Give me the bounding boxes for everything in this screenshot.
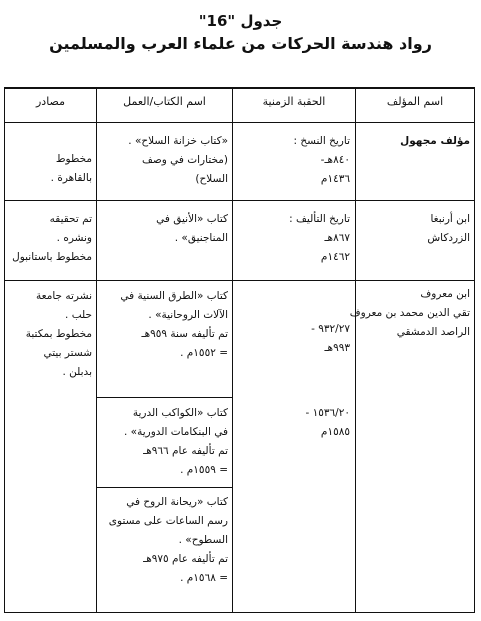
row2-sources: تم تحقيقه ونشره . مخطوط باستانبول <box>12 213 92 263</box>
header-sources: مصادر <box>36 95 65 108</box>
row1-sources: مخطوط بالقاهرة . <box>50 153 92 184</box>
table-title: رواد هندسة الحركات من علماء العرب والمسلمين <box>49 34 432 53</box>
column-divider-period <box>355 87 356 613</box>
row2-work: كتاب «الأنيق في المناجنيق» . <box>156 213 228 244</box>
row1-divider <box>4 200 475 201</box>
header-work: اسم الكتاب/العمل <box>123 95 206 108</box>
row2-period: تاريخ التأليف : ٨٦٧هـ ١٤٦٢م <box>289 213 350 263</box>
table-bottom-border <box>4 612 475 613</box>
row3-author: ابن معروف تقي الدين محمد بن معروف الراصد الدمشقي <box>349 288 470 338</box>
table-left-border <box>4 87 5 613</box>
header-period: الحقبة الزمنية <box>262 95 326 108</box>
row1-author: مؤلف مجهول <box>400 135 470 147</box>
work-divider-1 <box>96 397 232 398</box>
row2-divider <box>4 280 475 281</box>
row3-work-3: كتاب «ريحانة الروح في رسم الساعات على مستوى السطوح» . تم تأليفه عام ٩٧٥هـ = ١٥٦٨م . <box>108 496 228 584</box>
row1-period: تاريخ النسخ : ٨٤٠هـ- ١٤٣٦م <box>293 135 350 185</box>
row3-period: ٩٣٢/٢٧ - ٩٩٣هـ <box>311 323 350 354</box>
header-author: اسم المؤلف <box>386 95 444 108</box>
table-number: جدول "16" <box>198 12 283 30</box>
row3-work-1: كتاب «الطرق السنية في الآلات الروحانية» . تم تأليفه سنة ٩٥٩هـ = ١٥٥٢م . <box>120 290 228 359</box>
row3-period-2: ١٥٣٦/٢٠ - ١٥٨٥م <box>305 407 350 438</box>
table-right-border <box>474 87 475 613</box>
header-divider <box>4 122 475 123</box>
table-top-border <box>4 87 475 89</box>
column-divider-sources <box>96 87 97 613</box>
row2-author: ابن أرنبغا الزردكاش <box>427 213 470 244</box>
column-divider-work <box>232 87 233 613</box>
row3-work-2: كتاب «الكواكب الدرية في البنكامات الدورية» . تم تأليفه عام ٩٦٦هـ = ١٥٥٩م . <box>123 407 228 476</box>
row3-sources: نشرته جامعة حلب . مخطوط بمكتبة شستر بيتي بدبلن . <box>25 290 92 378</box>
row1-work: «كتاب خزانة السلاح» . (مختارات في وصف السلاح) <box>128 135 228 185</box>
work-divider-2 <box>96 487 232 488</box>
